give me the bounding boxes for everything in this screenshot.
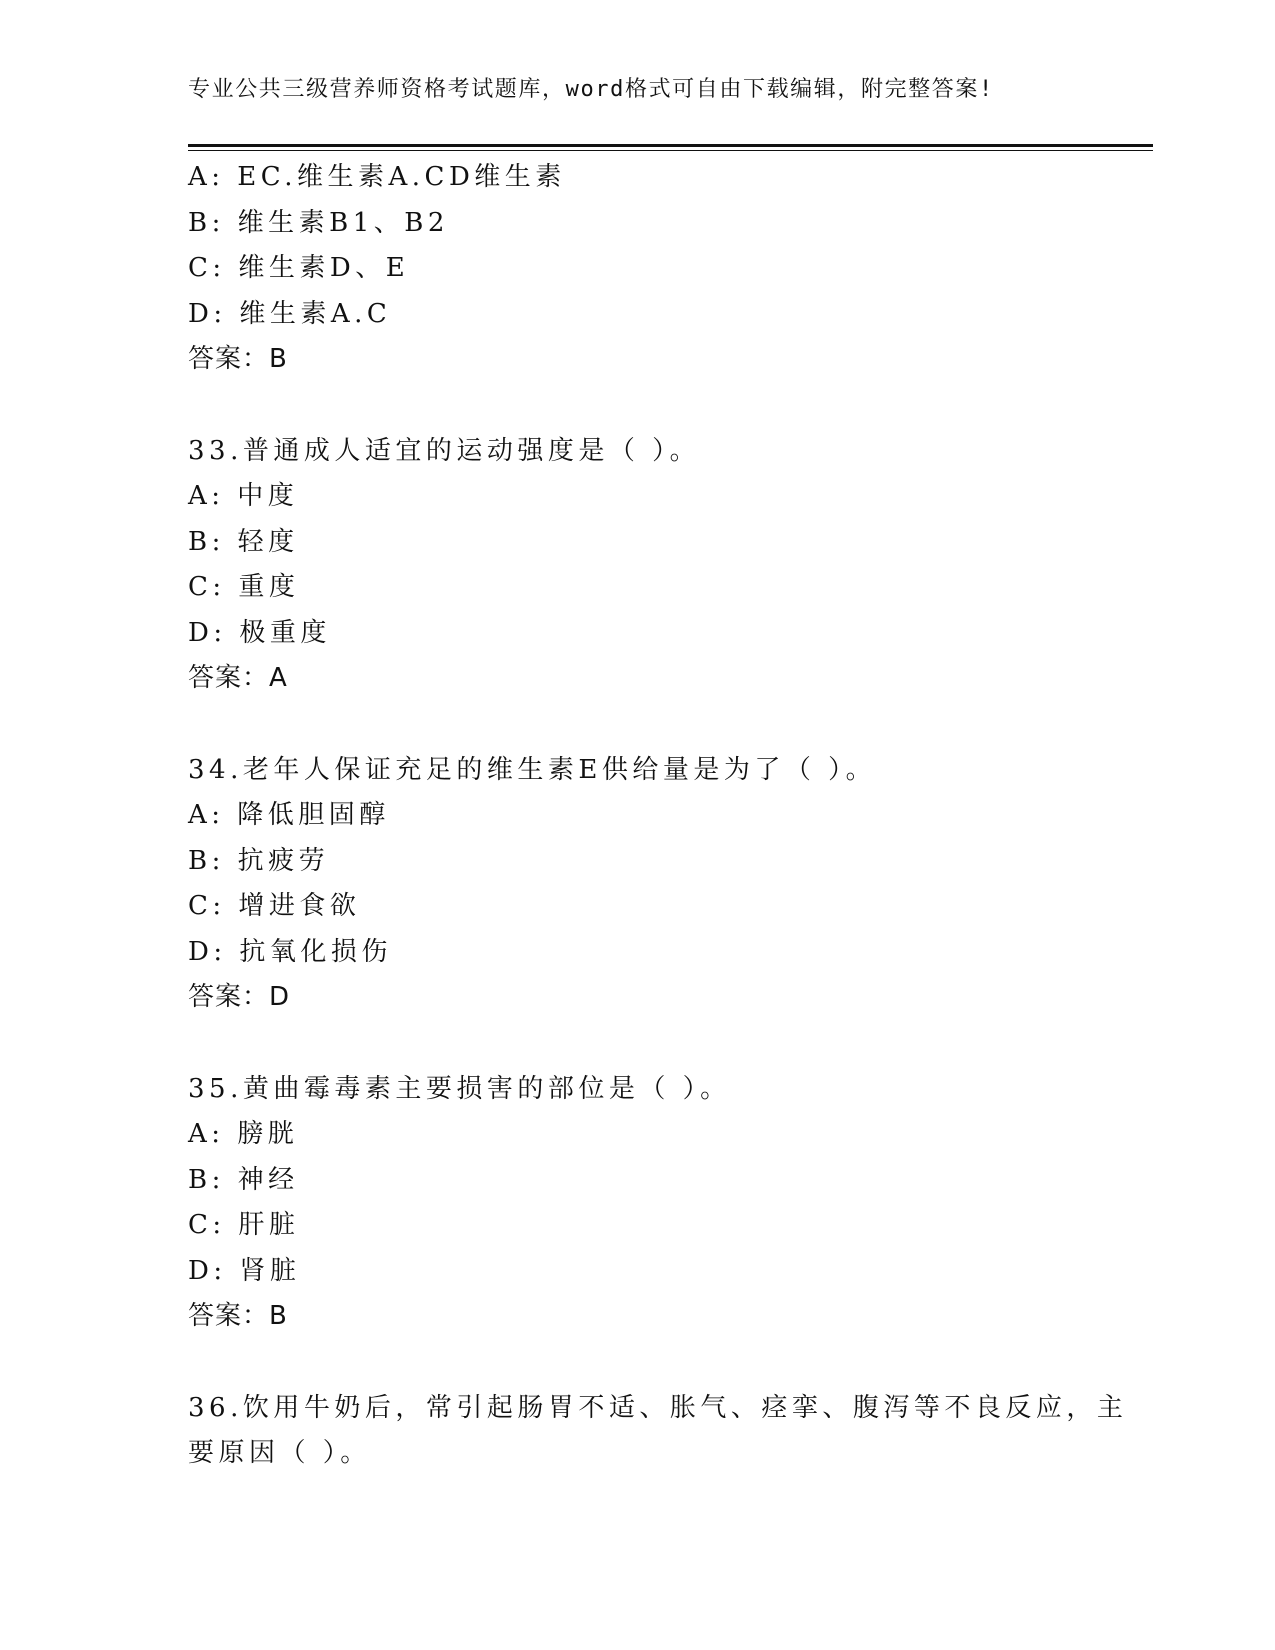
option-c: C: 肝脏 <box>188 1210 300 1240</box>
question-stem: 33.普通成人适宜的运动强度是（ ）。 <box>188 435 701 466</box>
option-b: B: 维生素B1、B2 <box>188 207 449 238</box>
question-stem-line-1: 36.饮用牛奶后，常引起肠胃不适、胀气、痉挛、腹泻等不良反应，主 <box>188 1392 1128 1423</box>
option-c: C: 重度 <box>188 572 300 602</box>
question-35 <box>188 1067 1088 1340</box>
option-d: D: 抗氧化损伤 <box>188 936 392 967</box>
question-stem: 34.老年人保证充足的维生素E供给量是为了（ ）。 <box>188 754 877 785</box>
option-b: B: 抗疲劳 <box>188 845 330 876</box>
page-header: 专业公共三级营养师资格考试题库，word格式可自由下载编辑，附完整答案! <box>188 77 994 102</box>
question-stem: 35.黄曲霉毒素主要损害的部位是（ ）。 <box>188 1073 731 1104</box>
answer: 答案：B <box>188 1301 288 1331</box>
option-c: C: 维生素D、E <box>188 253 410 283</box>
answer: 答案：D <box>188 982 291 1012</box>
option-b: B: 轻度 <box>188 526 299 557</box>
question-36 <box>188 1386 1128 1477</box>
option-a: A: 降低胆固醇 <box>188 800 390 830</box>
header-rule-thin <box>188 150 1153 151</box>
option-c: C: 增进食欲 <box>188 891 361 921</box>
spacer <box>188 1340 1088 1386</box>
question-stem-line-2: 要原因（ ）。 <box>188 1438 371 1468</box>
option-b: B: 神经 <box>188 1164 299 1195</box>
question-list <box>188 155 1128 1477</box>
spacer <box>188 383 1088 429</box>
option-d: D: 极重度 <box>188 617 331 648</box>
answer: 答案：A <box>188 663 288 693</box>
option-a: A: 中度 <box>188 481 299 511</box>
option-d: D: 肾脏 <box>188 1255 301 1286</box>
answer: 答案：B <box>188 344 288 374</box>
spacer <box>188 702 1088 748</box>
question-33 <box>188 429 1088 702</box>
question-34 <box>188 748 1088 1021</box>
option-a: A: EC.维生素A.CD维生素 <box>188 162 566 192</box>
option-d: D: 维生素A.C <box>188 298 392 329</box>
header-rule-thick <box>188 144 1153 147</box>
spacer <box>188 1021 1088 1067</box>
option-a: A: 膀胱 <box>188 1119 299 1149</box>
question-32 <box>188 155 1088 383</box>
